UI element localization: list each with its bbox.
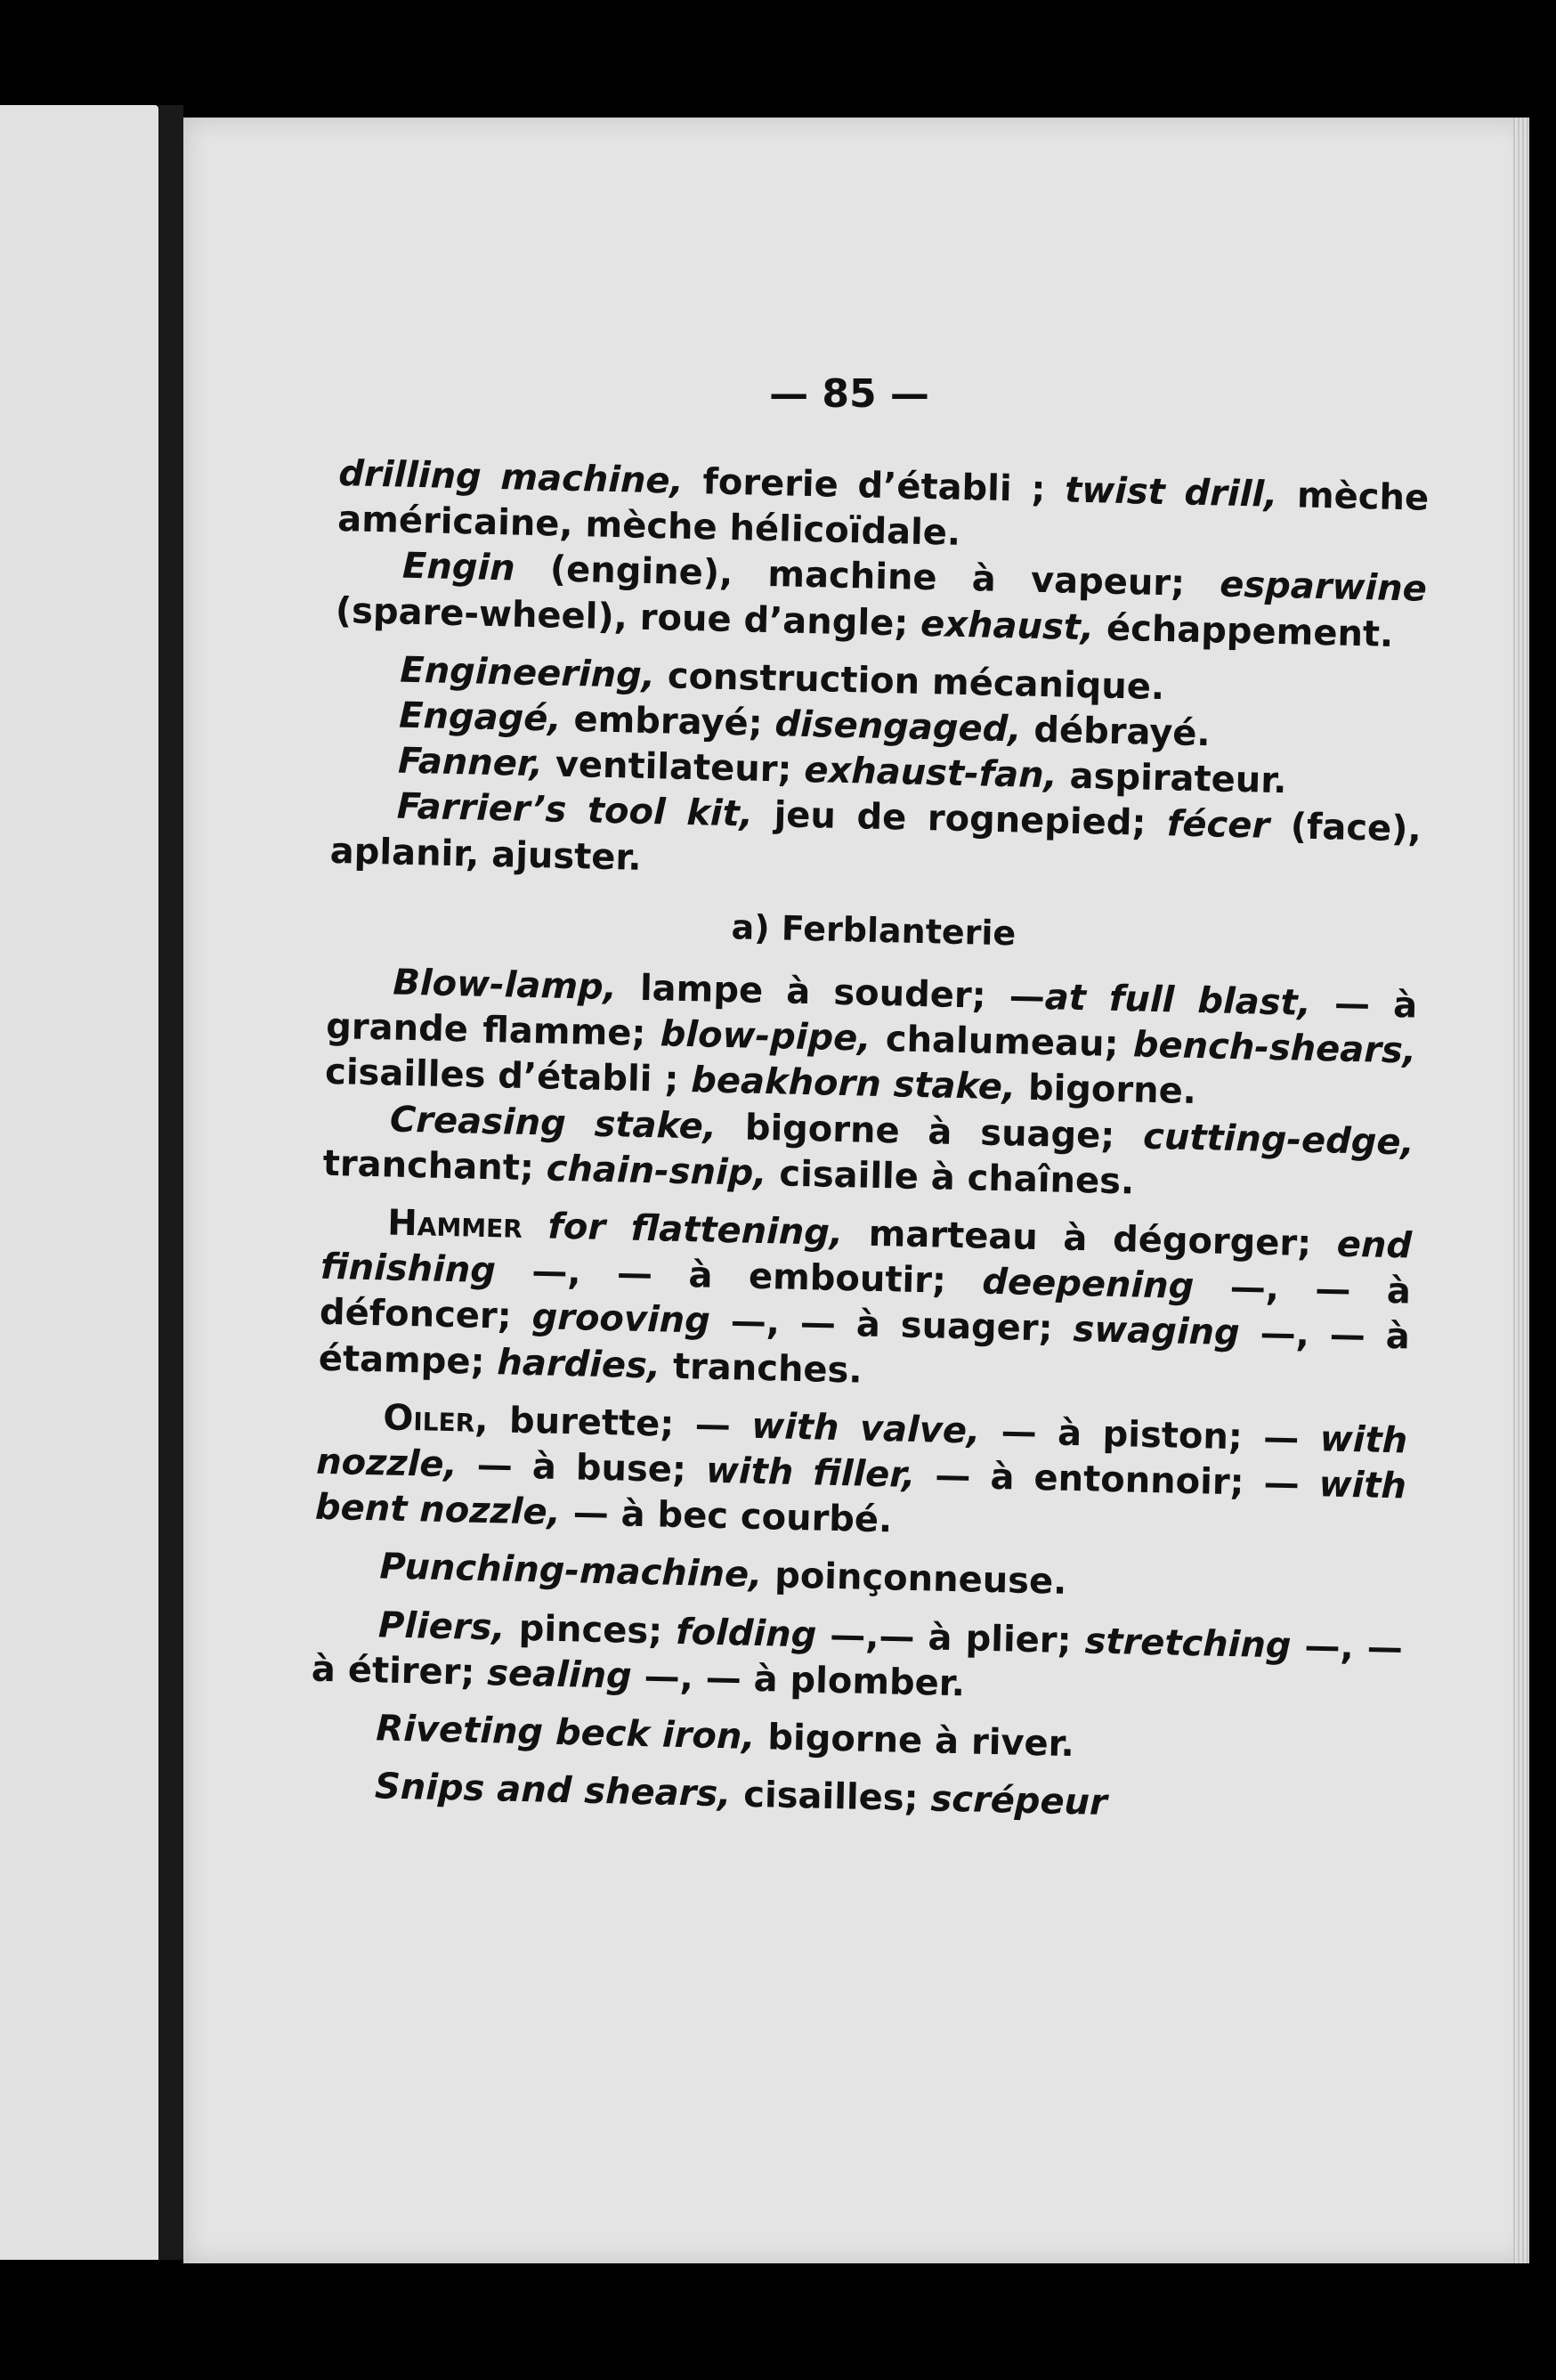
term-text: deepening [981, 1261, 1195, 1308]
term-text: Engin [401, 546, 516, 589]
term-text: exhaust-fan, [803, 750, 1058, 797]
definition-text: —, — à défoncer; [319, 1266, 1412, 1338]
definition-text: bigorne. [1015, 1067, 1197, 1113]
definition-text: —, — à plomber. [631, 1655, 966, 1705]
term-text: esparwine [1219, 564, 1428, 611]
glossary-entry [310, 1705, 1401, 1775]
definition-text: mèche américaine, mèche hélicoïdale. [336, 474, 1430, 555]
definition-text: échappement. [1093, 606, 1394, 655]
glossary-entry [314, 1394, 1407, 1556]
term-text: grooving [531, 1296, 711, 1343]
term-text: with filler, [705, 1450, 916, 1497]
term-text: Fanner, [397, 740, 544, 785]
term-text: sealing [486, 1653, 633, 1697]
left-page-edge [0, 105, 158, 2260]
definition-text: cisailles; [730, 1774, 932, 1820]
term-text: for flattening, [547, 1206, 844, 1255]
term-text: exhaust, [920, 603, 1095, 648]
term-text: Riveting beck iron, [375, 1708, 757, 1759]
glossary-entry [308, 1763, 1399, 1833]
headword-text: Oiler, [382, 1397, 490, 1441]
definition-text: — à bec courbé. [560, 1492, 893, 1541]
headword-text: Hammer [386, 1202, 523, 1247]
term-text: bench-shears, [1132, 1024, 1417, 1072]
term-text: Pliers, [377, 1604, 507, 1649]
definition-text: —, — à suager; [709, 1301, 1074, 1351]
book-gutter [158, 105, 183, 2260]
page-number: — 85 — [769, 371, 929, 417]
definition-text: cisailles d’établi ; [324, 1052, 692, 1101]
term-text: Creasing stake, [389, 1099, 717, 1148]
definition-text: (engine), machine à vapeur; [515, 548, 1220, 605]
glossary-entry [311, 1601, 1403, 1717]
term-text: chain-snip, [546, 1148, 768, 1194]
definition-text: marteau à dégorger; [842, 1213, 1338, 1265]
glossary-entry [313, 1543, 1405, 1613]
page-stack-edge [1513, 118, 1529, 2263]
term-text: fécer [1166, 803, 1270, 848]
definition-text: bigorne à suage; [716, 1106, 1144, 1158]
definition-text: — à buse; [457, 1444, 707, 1491]
book-page [183, 118, 1529, 2263]
term-text: twist drill, [1064, 469, 1278, 516]
term-text: drilling machine, [337, 452, 685, 502]
definition-text: aspirateur. [1057, 755, 1287, 802]
definition-text: —, — à étampe; [318, 1312, 1411, 1383]
definition-text: burette; — [487, 1399, 752, 1447]
definition-text: — à grande flamme; [325, 982, 1418, 1055]
term-text: stretching [1084, 1621, 1293, 1667]
term-text: scrépeur [929, 1778, 1108, 1824]
section-heading: a) Ferblanterie [731, 906, 1017, 954]
term-text: with nozzle, [315, 1418, 1408, 1486]
definition-text: débrayé. [1020, 709, 1212, 755]
term-text: end finishing [320, 1223, 1413, 1292]
definition-text [522, 1206, 548, 1247]
term-text: disengaged, [774, 703, 1022, 751]
term-text: hardies, [496, 1341, 661, 1387]
definition-text: construction mécanique. [654, 654, 1165, 708]
definition-text: chalumeau; [870, 1018, 1134, 1066]
definition-text: —, — à étirer; [311, 1625, 1404, 1694]
definition-text: —,— à plier; [815, 1614, 1086, 1662]
term-text: Engagé, [398, 695, 563, 740]
definition-text: forerie d’établi ; [683, 460, 1066, 511]
definition-text: embrayé; [561, 698, 776, 745]
term-text: swaging [1072, 1309, 1241, 1354]
term-text: Blow-lamp, [392, 962, 618, 1009]
definition-text: lampe à souder; — [616, 967, 1046, 1019]
definition-text: — à entonnoir; — [914, 1455, 1320, 1506]
dictionary-text [308, 451, 1429, 1833]
term-text: folding [675, 1611, 817, 1656]
definition-text: jeu de rognepied; [752, 794, 1168, 845]
term-text: Snips and shears, [374, 1766, 732, 1815]
definition-text: bigorne à river. [755, 1717, 1075, 1766]
term-text: blow-pipe, [660, 1013, 871, 1060]
term-text: Engineering, [399, 649, 656, 696]
term-text: with bent nozzle, [314, 1464, 1407, 1534]
definition-text: —, — à emboutir; [495, 1250, 983, 1303]
definition-text: ventilateur; [542, 743, 805, 792]
term-text: Farrier’s tool kit, [396, 786, 754, 836]
term-text: beakhorn stake, [690, 1060, 1017, 1109]
definition-text: tranches. [660, 1345, 863, 1392]
term-text: Punching-machine, [379, 1546, 763, 1596]
definition-text: cisaille à chaînes. [766, 1152, 1135, 1203]
glossary-entry [318, 1199, 1412, 1407]
definition-text: (spare-wheel), roue d’angle; [335, 589, 921, 645]
definition-text: pinces; [505, 1607, 677, 1653]
definition-text: poinçonneuse. [761, 1555, 1067, 1604]
glossary-entry [325, 959, 1418, 1120]
term-text: cutting-edge, [1142, 1116, 1415, 1164]
term-text: at full blast, [1044, 977, 1312, 1024]
definition-text: (face), aplanir, ajuster. [329, 806, 1422, 879]
term-text: with valve, [750, 1405, 981, 1452]
definition-text: — à piston; — [979, 1410, 1321, 1460]
definition-text: tranchant; [322, 1142, 547, 1190]
